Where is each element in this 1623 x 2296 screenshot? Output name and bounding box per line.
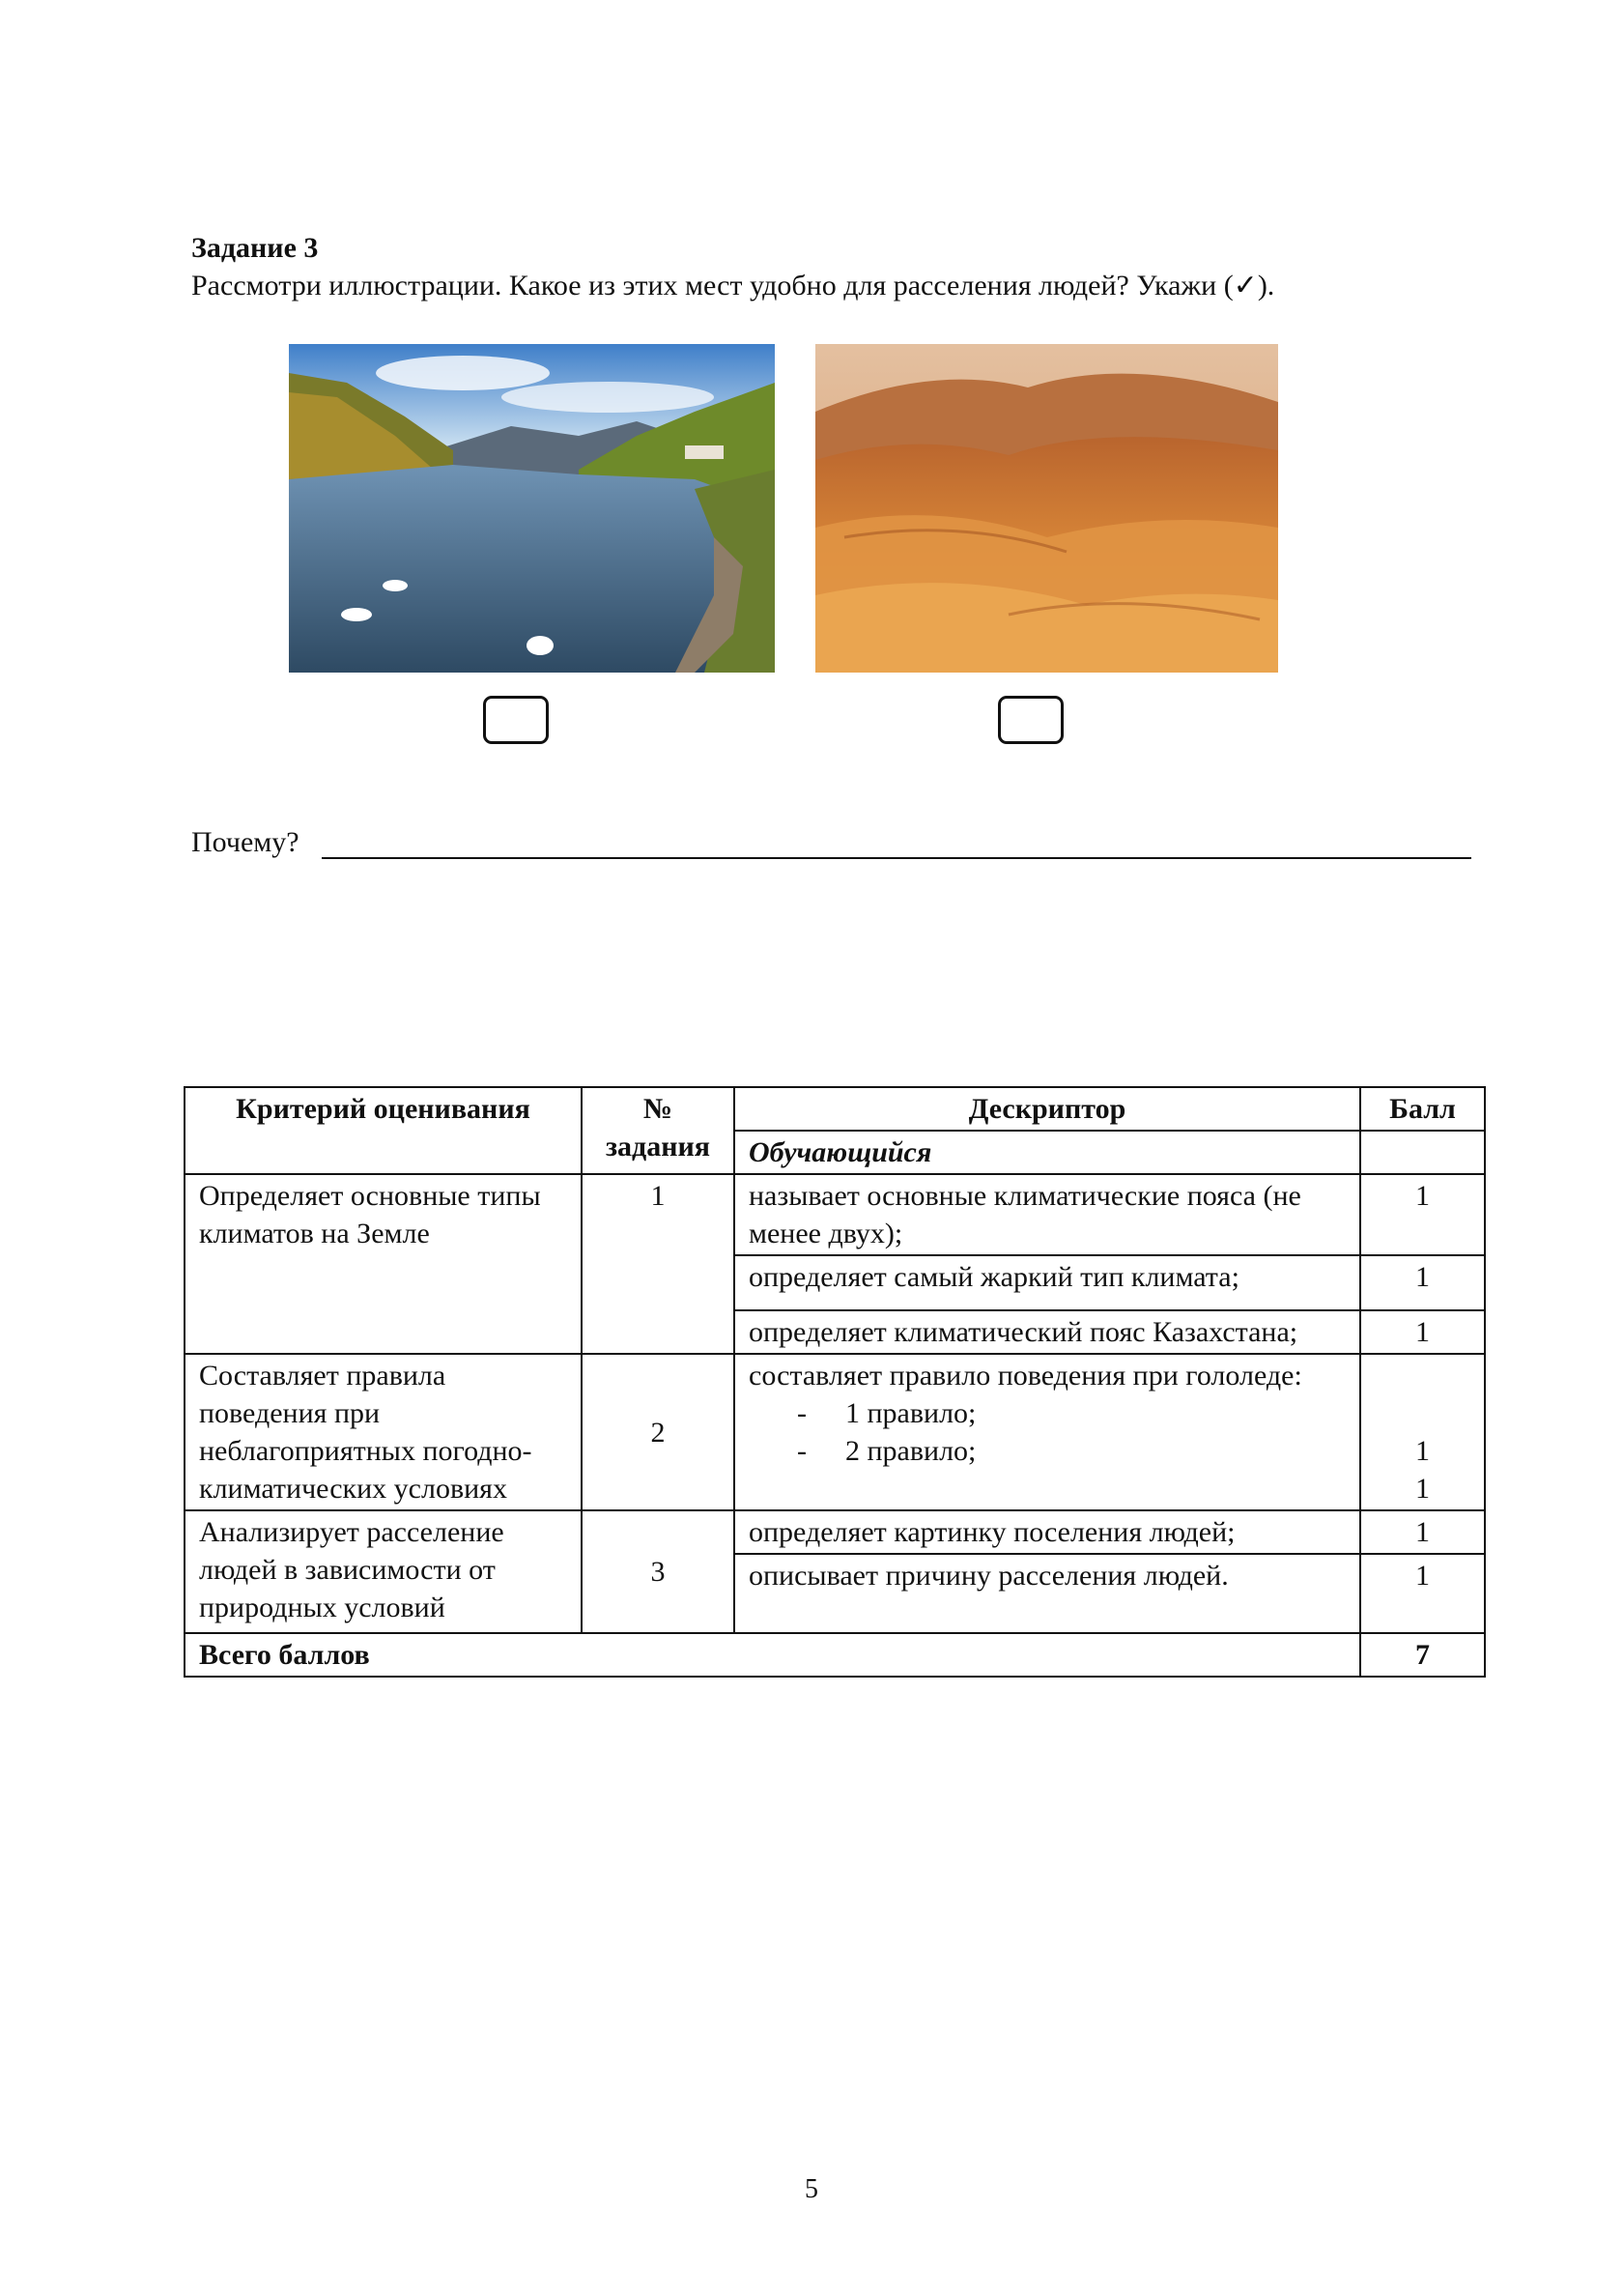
table-row xyxy=(185,1174,1485,1255)
score-value: 1 xyxy=(1415,1435,1430,1467)
task-instruction: Рассмотри иллюстрации. Какое из этих мест удобно для расселения людей? Укажи (✓). xyxy=(191,270,1275,301)
header-task-number-line2: задания xyxy=(605,1131,711,1162)
task-title: Задание 3 xyxy=(191,232,319,264)
table-total-row xyxy=(185,1633,1485,1677)
dash-marker: - xyxy=(797,1435,807,1467)
task-number-cell: 2 xyxy=(582,1354,734,1510)
list-item xyxy=(749,1432,1346,1470)
desert-landscape-photo xyxy=(815,344,1278,673)
list-item xyxy=(749,1394,1346,1432)
table-row xyxy=(185,1510,1485,1554)
desert-choice-checkbox[interactable] xyxy=(998,696,1064,744)
descriptor-cell: определяет климатический пояс Казахстана; xyxy=(734,1310,1360,1354)
page-number: 5 xyxy=(805,2174,818,2204)
score-value: 1 xyxy=(1415,1473,1430,1505)
why-answer-input[interactable] xyxy=(322,855,1471,859)
river-choice-checkbox[interactable] xyxy=(483,696,549,744)
score-cell: 1 xyxy=(1360,1255,1485,1310)
list-item-text: 2 правило; xyxy=(845,1435,977,1467)
score-cell: 1 xyxy=(1360,1554,1485,1633)
header-score: Балл xyxy=(1360,1087,1485,1131)
why-label: Почему? xyxy=(191,826,299,858)
task-number-cell: 3 xyxy=(582,1510,734,1633)
header-learner: Обучающийся xyxy=(734,1131,1360,1174)
score-cell: 1 xyxy=(1360,1510,1485,1554)
table-header-row xyxy=(185,1087,1485,1131)
table-row xyxy=(185,1354,1485,1510)
descriptor-cell xyxy=(734,1354,1360,1510)
list-item-text: 1 правило; xyxy=(845,1397,977,1429)
header-descriptor: Дескриптор xyxy=(734,1087,1360,1131)
descriptor-cell: описывает причину расселения людей. xyxy=(734,1554,1360,1633)
score-cell: 1 xyxy=(1360,1174,1485,1255)
header-criterion: Критерий оценивания xyxy=(185,1087,582,1174)
criterion-cell: Составляет правила поведения при неблагоприятных погодно-климатических условиях xyxy=(185,1354,582,1510)
river-landscape-photo xyxy=(289,344,775,673)
grading-table xyxy=(184,1086,1486,1678)
task-number-cell: 1 xyxy=(582,1174,734,1354)
descriptor-cell: называет основные климатические пояса (не менее двух); xyxy=(734,1174,1360,1255)
descriptor-cell: определяет самый жаркий тип климата; xyxy=(734,1255,1360,1310)
descriptor-intro: составляет правило поведения при гололеде: xyxy=(749,1360,1302,1392)
score-cell: 1 xyxy=(1360,1310,1485,1354)
criterion-cell: Анализирует расселение людей в зависимости от природных условий xyxy=(185,1510,582,1633)
dash-marker: - xyxy=(797,1397,807,1429)
total-score: 7 xyxy=(1360,1633,1485,1677)
total-label: Всего баллов xyxy=(185,1633,1360,1677)
criterion-cell: Определяет основные типы климатов на Земле xyxy=(185,1174,582,1354)
descriptor-cell: определяет картинку поселения людей; xyxy=(734,1510,1360,1554)
score-cell xyxy=(1360,1354,1485,1510)
header-task-number-line1: № xyxy=(642,1093,673,1125)
header-task-number xyxy=(582,1087,734,1174)
header-score-empty xyxy=(1360,1131,1485,1174)
